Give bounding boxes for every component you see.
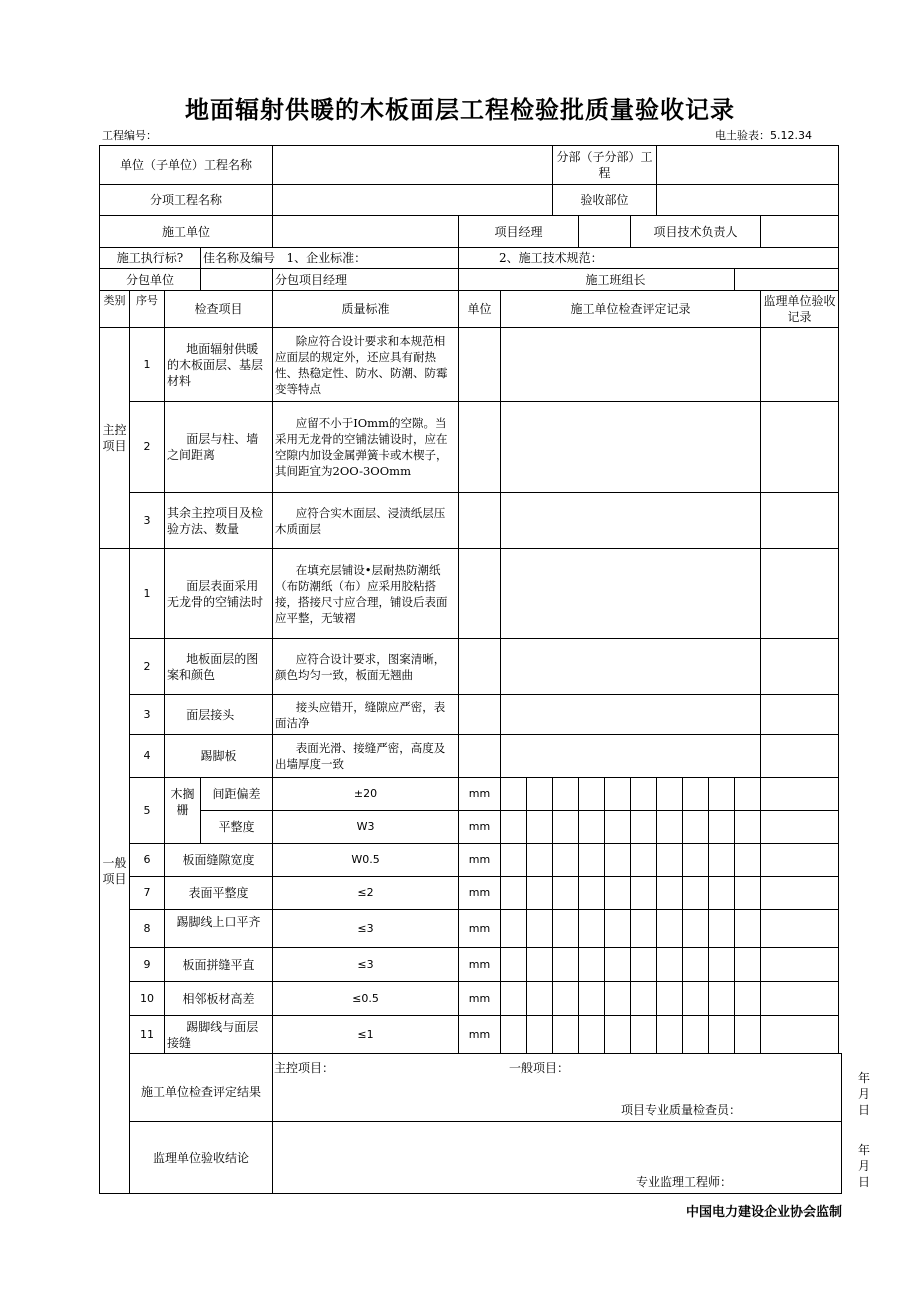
subitem-label: 分项工程名称	[100, 185, 273, 216]
main-row-1-unit	[459, 328, 501, 402]
main-row-3-supervision[interactable]	[761, 493, 839, 549]
joist-row-2-standard: W3	[273, 811, 459, 844]
record-cell[interactable]	[657, 844, 683, 877]
measured-row-11-unit: mm	[459, 1016, 501, 1054]
main-row-3-record[interactable]	[501, 493, 761, 549]
main-row-2-record[interactable]	[501, 402, 761, 493]
gen-row-4-item: 踢脚板	[165, 735, 273, 778]
record-cell[interactable]	[709, 982, 735, 1016]
gen-row-1-item: 面层表面采用无龙骨的空铺法时	[165, 549, 273, 639]
gen-row-4-standard: 表面光滑、接缝严密，高度及出墙厚度一致	[273, 735, 459, 778]
record-cell[interactable]	[657, 910, 683, 948]
gen-row-3-record[interactable]	[501, 695, 761, 735]
main-row-3-unit	[459, 493, 501, 549]
gen-row-2-unit	[459, 639, 501, 695]
record-cell[interactable]	[605, 844, 631, 877]
joist-row-1-item: 间距偏差	[201, 778, 273, 811]
form-code: 电土验表：5.12.34	[715, 129, 812, 142]
supervision-cell[interactable]	[761, 1016, 839, 1054]
tech-spec-label: 2、施工技术规范：	[459, 248, 839, 269]
measured-row-6-item: 板面缝隙宽度	[165, 844, 273, 877]
record-cell[interactable]	[631, 877, 657, 910]
record-cell[interactable]	[683, 948, 709, 982]
main-row-1-standard: 除应符合设计要求和本规范相应面层的规定外，还应具有耐热性、热稳定性、防水、防潮、防霉变等特点	[273, 328, 459, 402]
record-cell[interactable]	[527, 948, 553, 982]
supervision-cell[interactable]	[761, 910, 839, 948]
subitem-value[interactable]	[273, 185, 553, 216]
project-manager-label: 项目经理	[459, 216, 579, 248]
record-cell[interactable]	[683, 844, 709, 877]
supervision-cell[interactable]	[761, 877, 839, 910]
record-cell[interactable]	[631, 778, 657, 811]
measured-row-6-standard: W0.5	[273, 844, 459, 877]
measured-row-8-item: 踢脚线上口平齐	[165, 910, 273, 948]
measured-row-8-standard: ≤3	[273, 910, 459, 948]
record-cell[interactable]	[553, 844, 579, 877]
record-cell[interactable]	[657, 1016, 683, 1054]
supervision-cell[interactable]	[761, 982, 839, 1016]
gen-row-3-item: 面层接头	[165, 695, 273, 735]
gen-row-4-unit	[459, 735, 501, 778]
measured-row-9-standard: ≤3	[273, 948, 459, 982]
record-cell[interactable]	[735, 844, 761, 877]
main-row-2-no: 2	[130, 402, 165, 493]
main-row-1-record[interactable]	[501, 328, 761, 402]
record-cell[interactable]	[527, 778, 553, 811]
measured-row-7-no: 7	[130, 877, 165, 910]
record-cell[interactable]	[527, 1016, 553, 1054]
engineer-date-label: 年月日	[858, 1143, 871, 1189]
measured-row-11-item: 踢脚线与面层接缝	[165, 1016, 273, 1054]
record-cell[interactable]	[605, 811, 631, 844]
record-cell[interactable]	[579, 877, 605, 910]
measured-row-9-item: 板面拼缝平直	[165, 948, 273, 982]
gen-row-1-standard: 在填充层铺设•层耐热防潮纸（布防潮纸（布）应采用胶粘搭接，搭接尺寸应合理，铺设后表面应平整，无皱褶	[273, 549, 459, 639]
division-value[interactable]	[657, 146, 839, 185]
record-cell[interactable]	[501, 982, 527, 1016]
main-row-2-standard: 应留不小于IOmm的空隙。当采用无龙骨的空铺法铺设时，应在空隙内加设金属弹簧卡或木楔子，其间距宜为2OO-3OOmm	[273, 402, 459, 493]
construction-eval-area[interactable]	[273, 1054, 871, 1122]
joist-no: 5	[130, 778, 165, 844]
col-unit: 单位	[459, 291, 501, 328]
supervision-cell[interactable]	[761, 778, 839, 811]
gen-row-3-no: 3	[130, 695, 165, 735]
record-cell[interactable]	[579, 982, 605, 1016]
gen-row-2-no: 2	[130, 639, 165, 695]
division-label: 分部（子分部）工程	[553, 146, 657, 185]
measured-row-10-item: 相邻板材高差	[165, 982, 273, 1016]
main-row-3-no: 3	[130, 493, 165, 549]
record-cell[interactable]	[579, 948, 605, 982]
subcontractor-label: 分包单位	[100, 269, 201, 291]
record-cell[interactable]	[527, 910, 553, 948]
gen-row-3-unit	[459, 695, 501, 735]
record-cell[interactable]	[605, 982, 631, 1016]
record-cell[interactable]	[579, 910, 605, 948]
record-cell[interactable]	[657, 982, 683, 1016]
acceptance-part-value[interactable]	[657, 185, 839, 216]
record-cell[interactable]	[657, 811, 683, 844]
record-cell[interactable]	[631, 910, 657, 948]
record-cell[interactable]	[709, 844, 735, 877]
record-cell[interactable]	[735, 948, 761, 982]
record-cell[interactable]	[657, 778, 683, 811]
record-cell[interactable]	[527, 982, 553, 1016]
construction-unit-value[interactable]	[273, 216, 459, 248]
record-cell[interactable]	[605, 910, 631, 948]
record-cell[interactable]	[683, 778, 709, 811]
record-cell[interactable]	[735, 1016, 761, 1054]
record-cell[interactable]	[553, 778, 579, 811]
measured-row-7-item: 表面平整度	[165, 877, 273, 910]
general-items-label: 一般项目：	[509, 1061, 570, 1075]
gen-row-4-no: 4	[130, 735, 165, 778]
record-cell[interactable]	[501, 844, 527, 877]
record-cell[interactable]	[553, 811, 579, 844]
record-cell[interactable]	[709, 877, 735, 910]
sub-pm-label: 分包项目经理	[273, 269, 459, 291]
measured-row-8-unit: mm	[459, 910, 501, 948]
measured-row-10-no: 10	[130, 982, 165, 1016]
gen-row-3-standard: 接头应错开，缝隙应严密，表面洁净	[273, 695, 459, 735]
main-row-2-supervision[interactable]	[761, 402, 839, 493]
main-row-1-supervision[interactable]	[761, 328, 839, 402]
record-cell[interactable]	[631, 811, 657, 844]
project-number-label: 工程编号：	[102, 129, 157, 142]
record-cell[interactable]	[683, 811, 709, 844]
supervision-cell[interactable]	[761, 948, 839, 982]
gen-row-1-supervision[interactable]	[761, 549, 839, 639]
record-cell[interactable]	[501, 811, 527, 844]
measured-row-11-standard: ≤1	[273, 1016, 459, 1054]
gen-row-1-unit	[459, 549, 501, 639]
record-cell[interactable]	[735, 877, 761, 910]
inspection-form-table	[99, 145, 871, 1194]
gen-row-1-record[interactable]	[501, 549, 761, 639]
joist-row-2-unit: mm	[459, 811, 501, 844]
col-seq: 序号	[130, 291, 165, 328]
exec-standard-name: 佳名称及编号 1、企业标准：	[201, 248, 459, 269]
record-cell[interactable]	[605, 877, 631, 910]
measured-row-10-unit: mm	[459, 982, 501, 1016]
engineer-label: 专业监理工程师：	[636, 1175, 733, 1189]
gen-row-4-record[interactable]	[501, 735, 761, 778]
construction-eval-label: 施工单位检查评定结果	[130, 1054, 273, 1122]
record-cell[interactable]	[735, 811, 761, 844]
supervision-conclusion-label: 监理单位验收结论	[130, 1122, 273, 1194]
main-items-label: 主控项目：	[274, 1061, 335, 1075]
record-cell[interactable]	[709, 948, 735, 982]
footer-issuer: 中国电力建设企业协会监制	[685, 1205, 842, 1220]
record-cell[interactable]	[631, 1016, 657, 1054]
construction-unit-label: 施工单位	[100, 216, 273, 248]
record-cell[interactable]	[683, 910, 709, 948]
record-cell[interactable]	[553, 877, 579, 910]
record-cell[interactable]	[579, 811, 605, 844]
exec-standard-label: 施工执行标?	[100, 248, 201, 269]
record-cell[interactable]	[631, 844, 657, 877]
record-cell[interactable]	[553, 948, 579, 982]
main-row-1-no: 1	[130, 328, 165, 402]
record-cell[interactable]	[657, 877, 683, 910]
measured-row-7-standard: ≤2	[273, 877, 459, 910]
record-cell[interactable]	[631, 982, 657, 1016]
gen-row-2-record[interactable]	[501, 639, 761, 695]
supervision-conclusion-area[interactable]	[273, 1122, 871, 1194]
joist-row-1-standard: ±20	[273, 778, 459, 811]
record-cell[interactable]	[709, 1016, 735, 1054]
record-cell[interactable]	[579, 844, 605, 877]
record-cell[interactable]	[501, 948, 527, 982]
subcontractor-value[interactable]	[201, 269, 273, 291]
record-cell[interactable]	[683, 1016, 709, 1054]
measured-row-8-no: 8	[130, 910, 165, 948]
inspector-date-label: 年月日	[858, 1071, 871, 1117]
project-manager-value[interactable]	[579, 216, 631, 248]
record-cell[interactable]	[501, 1016, 527, 1054]
record-cell[interactable]	[683, 982, 709, 1016]
gen-row-2-standard: 应符合设计要求，图案清晰，颜色均匀一致，板面无翘曲	[273, 639, 459, 695]
record-cell[interactable]	[527, 877, 553, 910]
gen-row-2-supervision[interactable]	[761, 639, 839, 695]
record-cell[interactable]	[527, 811, 553, 844]
col-item: 检查项目	[165, 291, 273, 328]
record-cell[interactable]	[735, 778, 761, 811]
acceptance-part-label: 验收部位	[553, 185, 657, 216]
record-cell[interactable]	[631, 948, 657, 982]
record-cell[interactable]	[527, 844, 553, 877]
tech-lead-value[interactable]	[761, 216, 839, 248]
record-cell[interactable]	[605, 948, 631, 982]
record-cell[interactable]	[501, 778, 527, 811]
gen-row-2-item: 地板面层的图案和颜色	[165, 639, 273, 695]
joist-row-2-item: 平整度	[201, 811, 273, 844]
main-row-3-item: 其余主控项目及检验方法、数量	[165, 493, 273, 549]
record-cell[interactable]	[709, 811, 735, 844]
record-cell[interactable]	[683, 877, 709, 910]
record-cell[interactable]	[501, 877, 527, 910]
measured-row-6-no: 6	[130, 844, 165, 877]
tech-lead-label: 项目技术负责人	[631, 216, 761, 248]
main-row-1-item: 地面辐射供暖的木板面层、基层材料	[165, 328, 273, 402]
record-cell[interactable]	[579, 778, 605, 811]
record-cell[interactable]	[579, 1016, 605, 1054]
team-leader-label: 施工班组长	[459, 269, 735, 291]
col-record: 施工单位检查评定记录	[501, 291, 761, 328]
measured-row-9-unit: mm	[459, 948, 501, 982]
record-cell[interactable]	[501, 910, 527, 948]
inspector-label: 项目专业质量检查员：	[621, 1103, 742, 1117]
record-cell[interactable]	[735, 982, 761, 1016]
main-row-2-unit	[459, 402, 501, 493]
main-control-category: 主控项目	[100, 328, 130, 549]
page-title: 地面辐射供暖的木板面层工程检验批质量验收记录	[185, 96, 735, 124]
record-cell[interactable]	[553, 982, 579, 1016]
record-cell[interactable]	[553, 910, 579, 948]
unit-name-value[interactable]	[273, 146, 553, 185]
joist-row-1-unit: mm	[459, 778, 501, 811]
gen-row-3-supervision[interactable]	[761, 695, 839, 735]
record-cell[interactable]	[709, 910, 735, 948]
measured-row-9-no: 9	[130, 948, 165, 982]
gen-row-1-no: 1	[130, 549, 165, 639]
record-cell[interactable]	[605, 1016, 631, 1054]
record-cell[interactable]	[553, 1016, 579, 1054]
record-cell[interactable]	[709, 778, 735, 811]
col-category: 类别	[100, 291, 130, 328]
record-cell[interactable]	[605, 778, 631, 811]
supervision-cell[interactable]	[761, 844, 839, 877]
measured-row-6-unit: mm	[459, 844, 501, 877]
supervision-cell[interactable]	[761, 811, 839, 844]
record-cell[interactable]	[735, 910, 761, 948]
col-supervision: 监理单位验收记录	[761, 291, 839, 328]
col-standard: 质量标准	[273, 291, 459, 328]
measured-row-11-no: 11	[130, 1016, 165, 1054]
measured-row-10-standard: ≤0.5	[273, 982, 459, 1016]
general-category: 一般项目	[100, 549, 130, 1194]
team-leader-value[interactable]	[735, 269, 839, 291]
unit-name-label: 单位（子单位）工程名称	[100, 146, 273, 185]
main-row-3-standard: 应符合实木面层、浸渍纸层压木质面层	[273, 493, 459, 549]
joist-label: 木搁栅	[165, 778, 201, 844]
measured-row-7-unit: mm	[459, 877, 501, 910]
gen-row-4-supervision[interactable]	[761, 735, 839, 778]
record-cell[interactable]	[657, 948, 683, 982]
main-row-2-item: 面层与柱、墙之间距离	[165, 402, 273, 493]
